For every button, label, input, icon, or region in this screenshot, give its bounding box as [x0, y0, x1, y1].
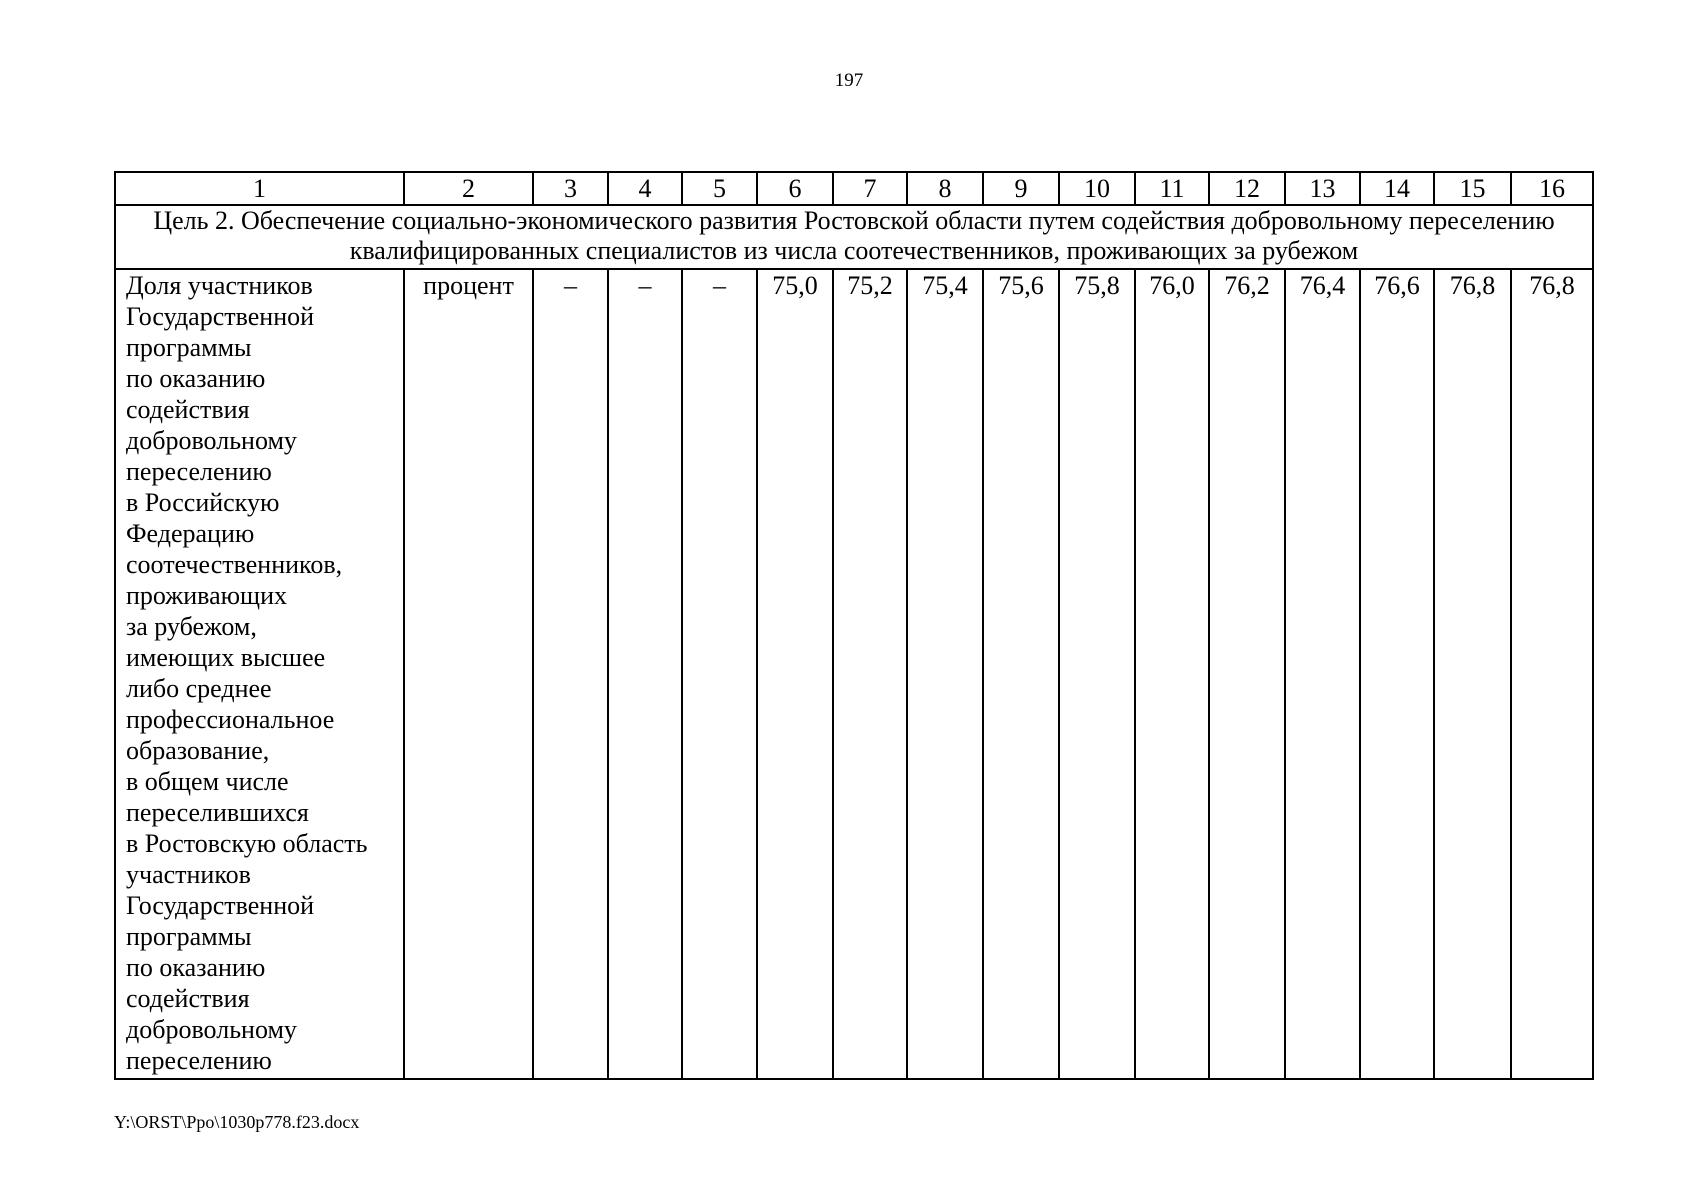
indicator-name-line: в общем числе	[126, 767, 289, 796]
column-number: 7	[833, 172, 907, 205]
indicator-name-line: участников	[126, 860, 251, 889]
indicator-name-line: образование,	[126, 736, 270, 765]
goal-title: Цель 2. Обеспечение социально-экономического развития Ростовской области путем содействия добровольному переселению квалифицированных специалистов из числа соотечественников, проживающих за рубежом	[115, 205, 1593, 269]
value-cell: 76,0	[1135, 269, 1209, 1079]
column-number: 8	[907, 172, 983, 205]
indicator-name-line: переселению	[126, 1046, 272, 1075]
value-cell: 76,2	[1209, 269, 1285, 1079]
indicator-name-line: имеющих высшее	[126, 643, 326, 672]
value-cell: 76,6	[1360, 269, 1434, 1079]
goal-row	[115, 205, 1593, 269]
column-number: 16	[1511, 172, 1593, 205]
column-number: 9	[983, 172, 1059, 205]
indicator-name-line: либо среднее	[126, 674, 272, 703]
indicator-name-line: переселившихся	[126, 798, 309, 827]
indicator-name-line: Государственной	[126, 891, 315, 920]
indicator-name-line: за рубежом,	[126, 612, 257, 641]
column-number: 1	[115, 172, 404, 205]
column-number: 4	[608, 172, 682, 205]
indicator-name-line: программы	[126, 333, 252, 362]
indicator-name-line: переселению	[126, 457, 272, 486]
indicator-name-line: Федерацию	[126, 519, 255, 548]
column-number: 5	[682, 172, 757, 205]
table-row	[115, 269, 1593, 1079]
indicator-name-line: в Ростовскую область	[126, 829, 368, 858]
page-number: 197	[834, 70, 864, 91]
indicator-name-line: по оказанию	[126, 364, 266, 393]
value-cell: 75,6	[983, 269, 1059, 1079]
value-cell: 75,2	[833, 269, 907, 1079]
indicator-name-line: проживающих	[126, 581, 287, 610]
value-cell: –	[533, 269, 608, 1079]
value-cell: 75,8	[1059, 269, 1135, 1079]
indicator-name-line: добровольному	[126, 426, 297, 455]
indicator-name-line: в Российскую	[126, 488, 280, 517]
column-number: 3	[533, 172, 608, 205]
indicator-name-cell	[115, 269, 404, 1079]
indicator-name-line: Государственной	[126, 302, 315, 331]
column-number: 14	[1360, 172, 1434, 205]
indicator-name-line: добровольному	[126, 1015, 297, 1044]
unit-cell: процент	[404, 269, 533, 1079]
value-cell: 76,4	[1285, 269, 1360, 1079]
column-number: 13	[1285, 172, 1360, 205]
column-number: 15	[1434, 172, 1511, 205]
value-cell: –	[608, 269, 682, 1079]
column-number: 2	[404, 172, 533, 205]
column-number: 12	[1209, 172, 1285, 205]
value-cell: 76,8	[1511, 269, 1593, 1079]
indicator-name-line: содействия	[126, 984, 250, 1013]
indicators-table	[114, 171, 1594, 1080]
table-header-row	[115, 172, 1593, 205]
column-number: 10	[1059, 172, 1135, 205]
indicator-name-line: профессиональное	[126, 705, 335, 734]
indicator-name-line: соотечественников,	[126, 550, 343, 579]
indicator-name-line: программы	[126, 922, 252, 951]
value-cell: –	[682, 269, 757, 1079]
indicator-name-line: по оказанию	[126, 953, 266, 982]
value-cell: 75,4	[907, 269, 983, 1079]
indicator-name-line: содействия	[126, 395, 250, 424]
column-number: 6	[757, 172, 833, 205]
value-cell: 75,0	[757, 269, 833, 1079]
document-file-path: Y:\ORST\Ppo\1030p778.f23.docx	[114, 1112, 360, 1132]
column-number: 11	[1135, 172, 1209, 205]
indicator-name-line: Доля участников	[126, 271, 313, 300]
value-cell: 76,8	[1434, 269, 1511, 1079]
